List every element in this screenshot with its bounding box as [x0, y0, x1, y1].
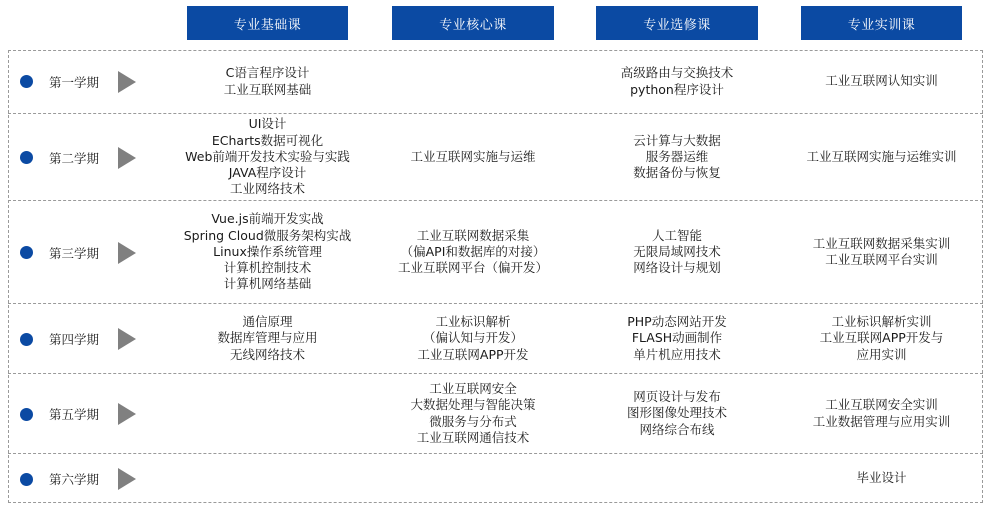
category-header-row [0, 6, 993, 40]
course-item: 人工智能 [651, 227, 702, 243]
semester-row [8, 303, 983, 373]
course-item: 计算机网络基础 [223, 276, 312, 292]
course-item: 工业互联网安全 [429, 381, 517, 397]
course-item: 工业标识解析实训 [831, 314, 932, 330]
basic-course-cell [187, 114, 348, 200]
course-item: 工业互联网认知实训 [825, 73, 938, 89]
semester-label [8, 374, 188, 453]
course-item: 应用实训 [856, 346, 907, 362]
practice-course-cell [801, 304, 962, 373]
course-item: 计算机控制技术 [223, 260, 312, 276]
course-item: Linux操作系统管理 [213, 243, 322, 259]
course-item: Spring Cloud微服务架构实战 [183, 227, 352, 243]
basic-course-cell [187, 304, 348, 373]
basic-course-cell [187, 454, 348, 503]
course-item: 工业标识解析 [435, 314, 511, 330]
course-item: ECharts数据可视化 [211, 132, 324, 148]
elective-course-cell [596, 454, 758, 503]
elective-course-cell [596, 114, 758, 200]
semester-row [8, 50, 983, 113]
course-item: UI设计 [248, 116, 287, 132]
arrow-right-icon [118, 403, 136, 425]
arrow-right-icon [118, 468, 136, 490]
semester-name: 第五学期 [49, 407, 100, 422]
course-item: 工业互联网基础 [223, 81, 312, 97]
semester-row [8, 453, 983, 503]
elective-course-cell [596, 304, 758, 373]
semester-name: 第三学期 [49, 245, 100, 261]
course-item: 工业互联网数据采集 [416, 227, 530, 243]
arrow-right-icon [118, 328, 136, 350]
course-item: 无线网络技术 [229, 346, 305, 362]
bullet-dot-icon [20, 246, 33, 259]
course-item: 工业互联网APP开发与 [819, 330, 944, 346]
bullet-dot-icon [20, 408, 33, 421]
semester-label [8, 50, 188, 113]
semester-label [8, 454, 188, 503]
semester-row [8, 200, 983, 303]
header-basic-courses: 专业基础课 [187, 6, 348, 40]
core-course-cell [392, 374, 554, 453]
course-item: 微服务与分布式 [429, 413, 517, 429]
course-item: 工业互联网数据采集实训 [812, 235, 951, 251]
elective-course-cell [596, 374, 758, 453]
course-item: 高级路由与交换技术 [620, 65, 734, 81]
course-item: 工业数据管理与应用实训 [812, 413, 951, 429]
elective-course-cell [596, 201, 758, 303]
bullet-dot-icon [20, 75, 33, 88]
course-item: 图形图像处理技术 [626, 405, 727, 421]
practice-course-cell [801, 114, 962, 200]
course-item: 毕业设计 [856, 470, 907, 486]
semester-row [8, 113, 983, 200]
course-item: （偏API和数据库的对接） [400, 243, 546, 259]
semester-name: 第六学期 [49, 472, 100, 487]
arrow-right-icon [118, 242, 136, 264]
header-core-courses: 专业核心课 [392, 6, 554, 40]
course-item: 无限局域网技术 [633, 243, 721, 259]
bullet-dot-icon [20, 151, 33, 164]
course-item: 工业互联网实施与运维实训 [806, 148, 957, 164]
core-course-cell [392, 304, 554, 373]
core-course-cell [392, 114, 554, 200]
semester-label [8, 201, 188, 303]
course-item: C语言程序设计 [225, 65, 310, 81]
semester-name: 第二学期 [49, 150, 100, 166]
course-item: （偏认知与开发） [422, 330, 523, 346]
arrow-right-icon [118, 71, 136, 93]
core-course-cell [392, 454, 554, 503]
practice-course-cell [801, 374, 962, 453]
course-item: 单片机应用技术 [633, 346, 721, 362]
course-item: FLASH动画制作 [631, 330, 723, 346]
basic-course-cell [183, 201, 352, 303]
course-item: 数据库管理与应用 [217, 330, 318, 346]
course-item: 数据备份与恢复 [633, 165, 721, 181]
course-item: 服务器运维 [645, 148, 709, 164]
course-item: 网络设计与规划 [633, 260, 721, 276]
course-item: 网络综合布线 [639, 421, 715, 437]
course-item: Vue.js前端开发实战 [211, 211, 324, 227]
course-item: 云计算与大数据 [633, 132, 721, 148]
header-elective-courses: 专业选修课 [596, 6, 758, 40]
elective-course-cell [596, 50, 758, 113]
semester-name: 第一学期 [49, 74, 100, 90]
practice-course-cell [801, 50, 962, 113]
course-item: 通信原理 [242, 314, 293, 330]
course-item: 大数据处理与智能决策 [410, 397, 536, 413]
core-course-cell [392, 50, 554, 113]
bullet-dot-icon [20, 333, 33, 346]
semester-label [8, 304, 188, 373]
semester-row [8, 373, 983, 453]
course-item: 网页设计与发布 [633, 389, 721, 405]
header-practice-courses: 专业实训课 [801, 6, 962, 40]
course-item: python程序设计 [630, 81, 724, 97]
course-item: 工业网络技术 [229, 181, 305, 197]
bullet-dot-icon [20, 473, 33, 486]
course-item: 工业互联网安全实训 [825, 397, 938, 413]
course-item: Web前端开发技术实验与实践 [185, 148, 350, 164]
course-item: 工业互联网平台实训 [825, 252, 938, 267]
basic-course-cell [187, 50, 348, 113]
course-item: 工业互联网平台（偏开发） [397, 260, 548, 276]
course-item: 工业互联网APP开发 [417, 346, 529, 362]
core-course-cell [392, 201, 554, 303]
practice-course-cell [801, 201, 962, 303]
arrow-right-icon [118, 147, 136, 169]
course-item: PHP动态网站开发 [627, 314, 727, 330]
semester-name: 第四学期 [49, 332, 100, 347]
course-item: 工业互联网实施与运维 [410, 148, 536, 164]
course-item: 工业互联网通信技术 [416, 429, 530, 445]
course-item: JAVA程序设计 [228, 165, 307, 181]
semester-label [8, 114, 188, 200]
practice-course-cell [801, 454, 962, 503]
basic-course-cell [187, 374, 348, 453]
